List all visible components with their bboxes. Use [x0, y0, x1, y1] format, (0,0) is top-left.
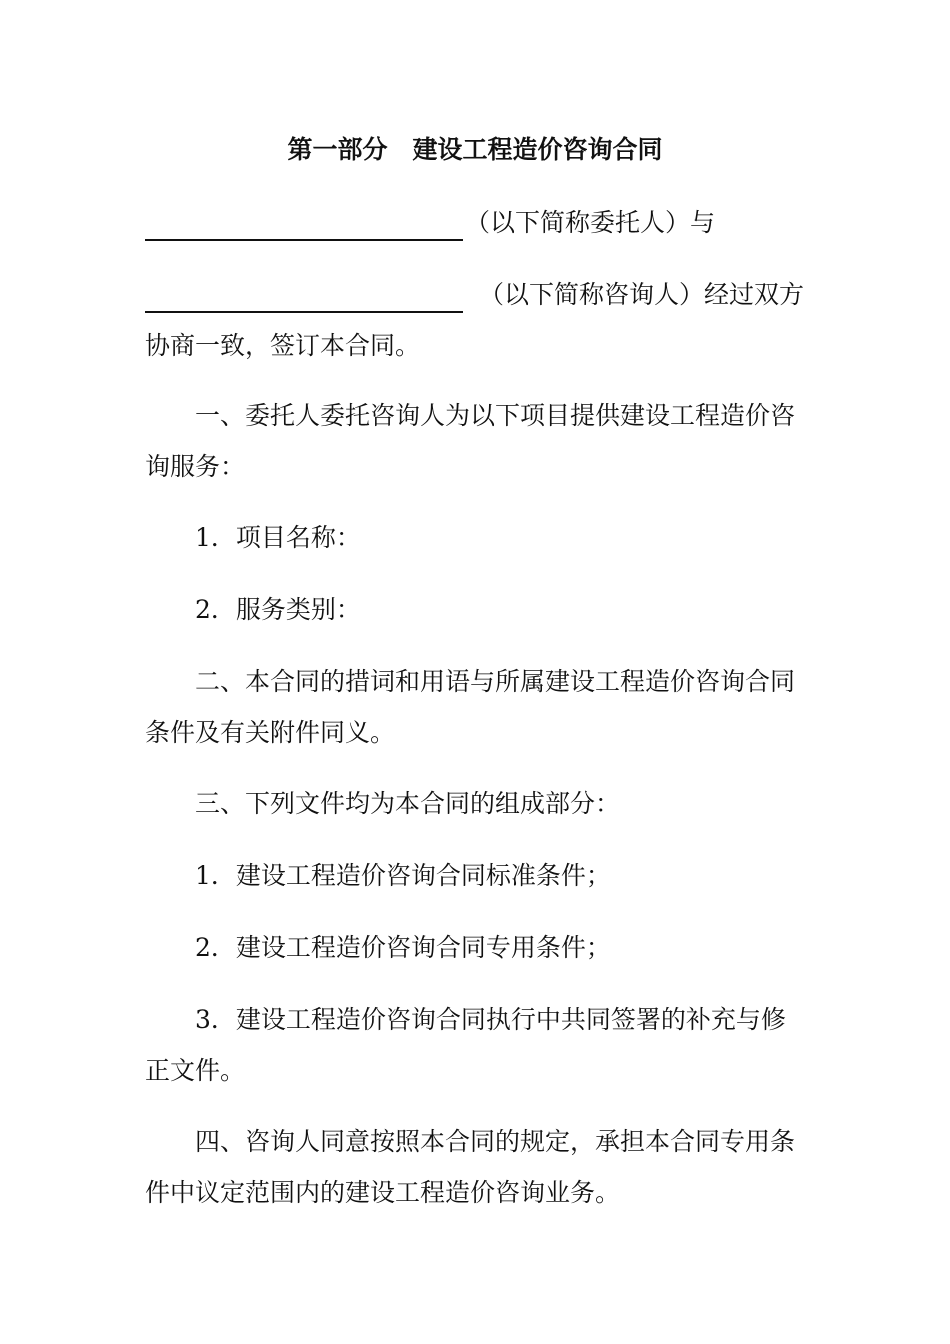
clause-1-item-2: 2．服务类别： [195, 595, 361, 624]
clause-1-line-2: 询服务： [145, 452, 246, 481]
clause-3-line-1: 三、下列文件均为本合同的组成部分： [195, 789, 621, 818]
page-title: 第一部分 建设工程造价咨询合同 [287, 135, 663, 164]
clause-4-line-1: 四、咨询人同意按照本合同的规定，承担本合同专用条 [195, 1127, 796, 1156]
party-line-client [145, 205, 810, 241]
client-name-blank[interactable] [145, 211, 463, 241]
clause-2-line-1: 二、本合同的措词和用语与所属建设工程造价咨询合同 [195, 667, 796, 696]
party-line-consultant [145, 277, 810, 313]
consultant-name-blank[interactable] [145, 283, 463, 313]
clause-1-line-1: 一、委托人委托咨询人为以下项目提供建设工程造价咨 [195, 401, 796, 430]
clause-2-line-2: 条件及有关附件同义。 [145, 718, 396, 747]
clause-4-line-2: 件中议定范围内的建设工程造价咨询业务。 [145, 1178, 621, 1207]
consultant-label: （以下简称咨询人）经过双方 [479, 280, 805, 309]
clause-3-item-3-line-1: 3．建设工程造价咨询合同执行中共同签署的补充与修 [195, 1005, 786, 1034]
client-label: （以下简称委托人）与 [465, 208, 716, 237]
clause-3-item-2: 2．建设工程造价咨询合同专用条件； [195, 933, 611, 962]
clause-3-item-3-line-2: 正文件。 [145, 1056, 246, 1085]
party-line-agreement: 协商一致，签订本合同。 [145, 331, 421, 360]
clause-1-item-1: 1．项目名称： [195, 523, 361, 552]
clause-3-item-1: 1．建设工程造价咨询合同标准条件； [195, 861, 611, 890]
